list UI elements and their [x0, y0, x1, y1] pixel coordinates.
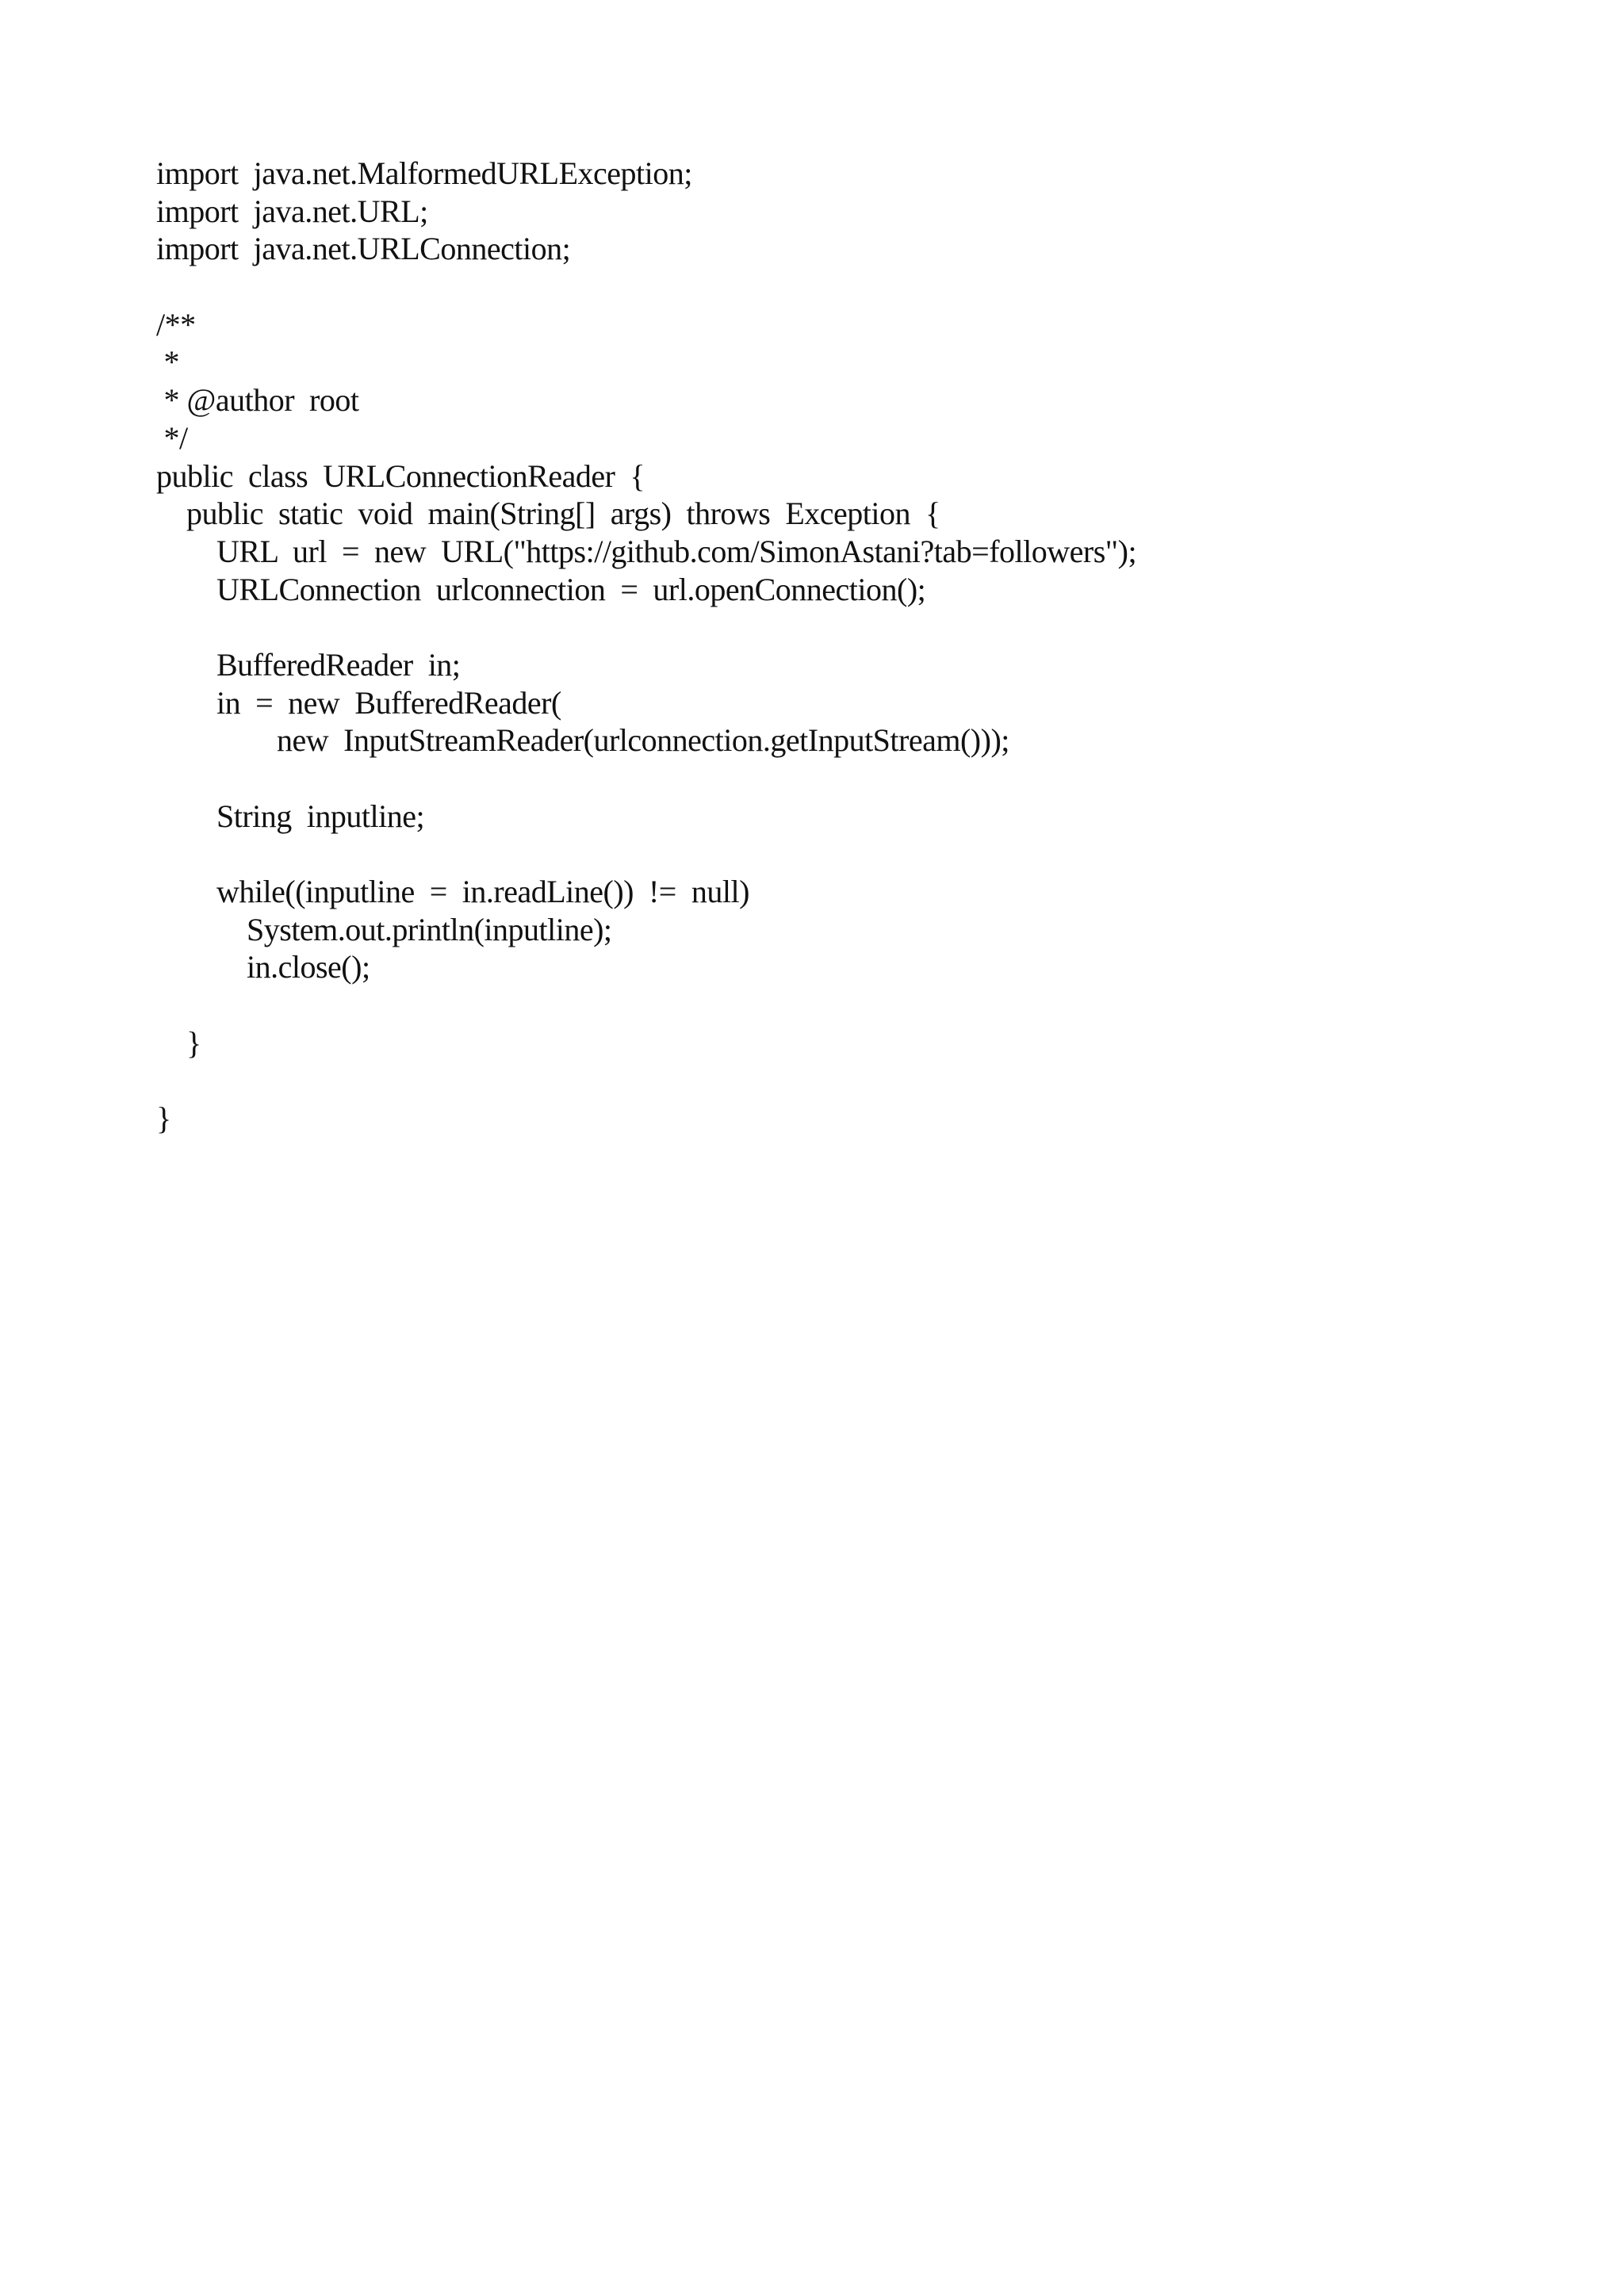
code-line: BufferedReader in; [156, 646, 461, 683]
code-line [156, 986, 1465, 1024]
code-line: import java.net.URL; [156, 193, 428, 229]
code-line: } [156, 1100, 171, 1137]
code-line [156, 1062, 1465, 1100]
code-line [156, 760, 1465, 798]
code-line: import java.net.URLConnection; [156, 231, 571, 267]
code-line: String inputline; [156, 798, 425, 834]
code-line: import java.net.MalformedURLException; [156, 155, 692, 191]
code-block [156, 155, 1465, 1138]
code-line: new InputStreamReader(urlconnection.getInputStream())); [156, 722, 1009, 759]
code-line [156, 835, 1465, 873]
code-line: * @author root [156, 382, 359, 419]
code-line: } [156, 1024, 201, 1061]
code-line: in = new BufferedReader( [156, 684, 561, 721]
code-line [156, 268, 1465, 306]
code-line: in.close(); [156, 949, 370, 985]
code-line: public static void main(String[] args) throws Exception { [156, 496, 940, 532]
code-line: URLConnection urlconnection = url.openConnection(); [156, 571, 926, 607]
code-line: URL url = new URL("https://github.com/SimonAstani?tab=followers"); [156, 533, 1137, 569]
code-line: while((inputline = in.readLine()) != null) [156, 874, 749, 910]
code-line: /** [156, 306, 196, 342]
code-line: * [156, 344, 179, 381]
code-line [156, 608, 1465, 646]
code-line: System.out.println(inputline); [156, 911, 612, 947]
code-line: */ [156, 419, 188, 456]
code-line: public class URLConnectionReader { [156, 457, 645, 494]
